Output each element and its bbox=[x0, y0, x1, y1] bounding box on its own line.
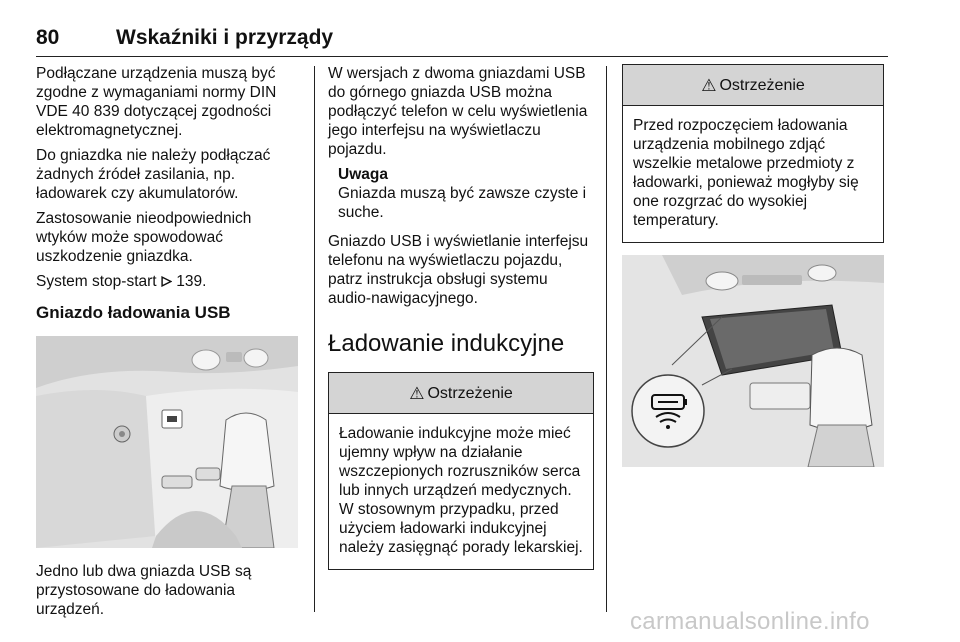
column-3 bbox=[622, 64, 884, 467]
warning-box bbox=[622, 64, 884, 243]
inductive-charger-illustration bbox=[622, 255, 884, 467]
paragraph: Podłączane urządzenia muszą być zgodne z wymaganiami normy DIN VDE 40 839 dotyczącej zgodności elektromagnetycznej. bbox=[36, 65, 277, 139]
warning-title: Ostrzeżenie bbox=[719, 76, 805, 94]
warning-text: Przed rozpoczęciem ładowania urządzenia mobilnego zdjąć wszelkie metalowe przedmioty z ładowarki, ponieważ mogłyby się one rozgrzać do wysokiej temperatury. bbox=[633, 117, 859, 229]
column-divider bbox=[606, 66, 607, 612]
page-title: Wskaźniki i przyrządy bbox=[116, 26, 334, 49]
note-block bbox=[338, 165, 594, 222]
warning-triangle-icon: ⚠ bbox=[701, 75, 717, 95]
warning-box bbox=[328, 372, 594, 570]
arrow-ref-icon[interactable] bbox=[161, 273, 176, 290]
stop-start-text: System stop-start bbox=[36, 273, 157, 290]
column-1 bbox=[36, 64, 298, 625]
page-reference[interactable]: 139. bbox=[176, 273, 207, 290]
warning-triangle-icon: ⚠ bbox=[409, 383, 425, 403]
warning-text: Ładowanie indukcyjne może mieć ujemny wpływ na działanie wszczepionych rozruszników serca lub innych urządzeń medycznych. W stosownym przypadku, przed użyciem ładowarki indukcyjnej należy zasięgnąć porady lekarskiej. bbox=[339, 425, 583, 556]
column-2 bbox=[328, 64, 594, 582]
paragraph: Do gniazdka nie należy podłączać żadnych źródeł zasilania, np. ładowarek czy akumulatorów. bbox=[36, 147, 271, 202]
heading-inductive-charging: Ładowanie indukcyjne bbox=[328, 330, 565, 357]
paragraph-stop-start bbox=[36, 272, 298, 291]
usb-socket-illustration bbox=[36, 336, 298, 548]
warning-title: Ostrzeżenie bbox=[427, 384, 513, 402]
note-text: Gniazda muszą być zawsze czyste i suche. bbox=[338, 185, 587, 221]
heading-usb-charging: Gniazdo ładowania USB bbox=[36, 303, 231, 322]
watermark: carmanualsonline.info bbox=[630, 608, 870, 635]
page-number: 80 bbox=[36, 26, 60, 49]
paragraph: Jedno lub dwa gniazda USB są przystosowane do ładowania urządzeń. bbox=[36, 563, 252, 618]
note-title: Uwaga bbox=[338, 166, 388, 183]
paragraph: Zastosowanie nieodpowiednich wtyków może spowodować uszkodzenie gniazdka. bbox=[36, 210, 252, 265]
page-header bbox=[36, 24, 888, 57]
warning-header bbox=[329, 373, 593, 414]
warning-header bbox=[623, 65, 883, 106]
paragraph: Gniazdo USB i wyświetlanie interfejsu telefonu na wyświetlaczu pojazdu, patrz instrukcja obsługi systemu audio-nawigacyjnego. bbox=[328, 233, 589, 307]
paragraph: W wersjach z dwoma gniazdami USB do górnego gniazda USB można podłączyć telefon w celu wyświetlenia jego interfejsu na wyświetlaczu pojazdu. bbox=[328, 65, 588, 158]
column-divider bbox=[314, 66, 315, 612]
